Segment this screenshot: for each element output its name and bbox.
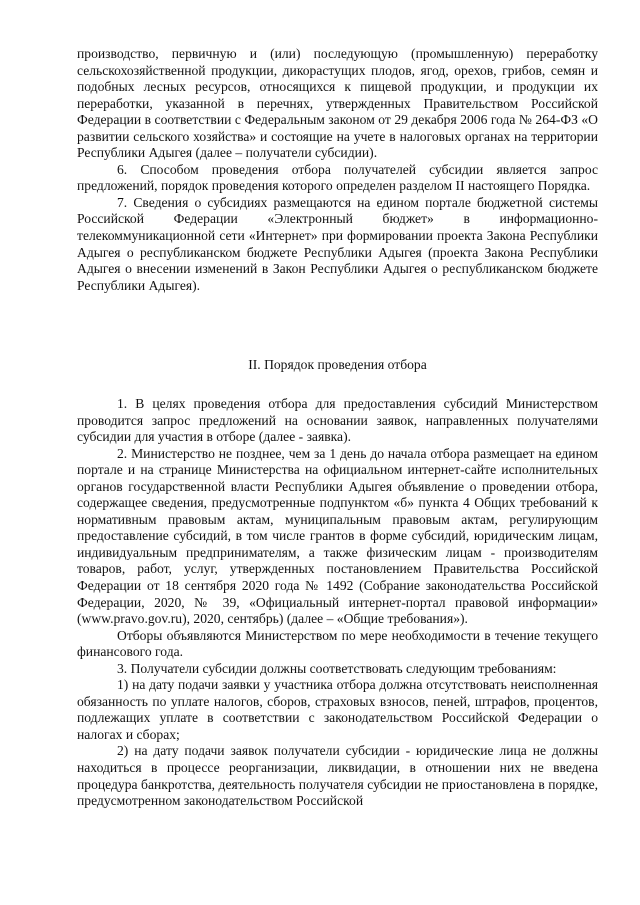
paragraph-section-2-item-1: 1. В целях проведения отбора для предоставления субсидий Министерством проводится запрос предложений на основании заявок, направленных получателями субсидии для участия в отборе (далее - заявка). (77, 396, 598, 445)
section-body (77, 396, 598, 810)
paragraph-requirement-2: 2) на дату подачи заявок получатели субсидии - юридические лица не должны находиться в процессе реорганизации, ликвидации, в отношении них не введена процедура банкротства, деятельность получателя субсидии не приостановлена в порядке, предусмотренном законодательством Российской (77, 743, 598, 809)
paragraph-6: 6. Способом проведения отбора получателей субсидии является запрос предложений, порядок проведения которого определен разделом II настоящего Порядка. (77, 161, 598, 194)
paragraph-section-2-item-2: 2. Министерство не позднее, чем за 1 день до начала отбора размещает на едином портале и на странице Министерства на официальном интернет-сайте исполнительных органов государственной власти Республики Адыгея объявление о проведении отбора, содержащее сведения, предусмотренные подпунктом «б» пункта 4 Общих требований к нормативным правовым актам, муниципальным правовым актам, регулирующим предоставление субсидий, в том числе грантов в форме субсидий, юридическим лицам, индивидуальным предпринимателям, а также физическим лицам - производителям товаров, работ, услуг, утвержденных постановлением Правительства Российской Федерации от 18 сентября 2020 года № 1492 (Собрание законодательства Российской Федерации, 2020, № 39, «Официальный интернет-портал правовой информации» (www.pravo.gov.ru), 2020, сентябрь) (далее – «Общие требования»). (77, 445, 598, 627)
paragraph-eligibility-continuation: производство, первичную и (или) последующую (промышленную) переработку сельскохозяйственной продукции, дикорастущих плодов, ягод, орехов, грибов, семян и подобных лесных ресурсов, относящихся к пищевой продукции, и продукции их переработки, указанной в перечнях, утвержденных Правительством Российской Федерации в соответствии с Федеральным законом от 29 декабря 2006 года № 264-ФЗ «О развитии сельского хозяйства» и состоящие на учете в налоговых органах на территории Республики Адыгея (далее – получатели субсидии). (77, 46, 598, 161)
paragraph-section-2-item-3: 3. Получатели субсидии должны соответствовать следующим требованиям: (117, 660, 557, 676)
section-heading: II. Порядок проведения отбора (248, 357, 427, 372)
section-heading-block (77, 357, 598, 374)
paragraph-7: 7. Сведения о субсидиях размещаются на едином портале бюджетной системы Российской Федерации «Электронный бюджет» в информационно-телекоммуникационной сети «Интернет» при формировании проекта Закона Республики Адыгея о республиканском бюджете Республики Адыгея (проекта Закона Республики Адыгея о внесении изменений в Закон Республики Адыгея о республиканском бюджете Республики Адыгея). (77, 194, 598, 293)
paragraph-requirement-1: 1) на дату подачи заявки у участника отбора должна отсутствовать неисполненная обязанность по уплате налогов, сборов, страховых взносов, пеней, штрафов, процентов, подлежащих уплате в соответствии с законодательством Российской Федерации о налогах и сборах; (77, 677, 598, 742)
paragraph-selection-frequency: Отборы объявляются Министерством по мере необходимости в течение текущего финансового года. (77, 627, 598, 660)
document-body (77, 46, 598, 294)
